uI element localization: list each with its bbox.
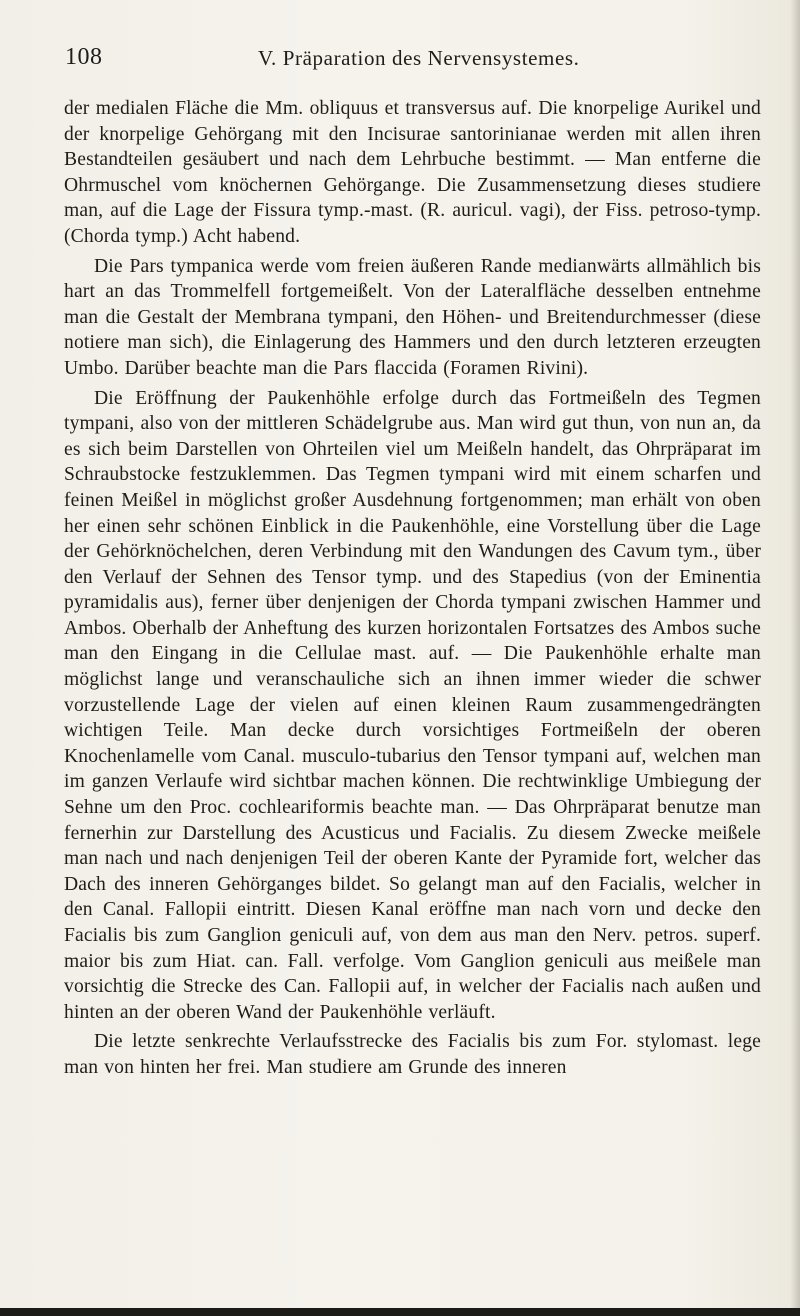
paragraph-2: Die Pars tympanica werde vom freien äußeren Rande medianwärts allmählich bis hart an das Trommelfell fortgemeißelt. Von der Lateralfläche desselben entnehme man die Gestalt der Membrana tympani, den Höhen- und Breitendurchmesser (diese notiere man sich), die Einlagerung des Hammers und den durch letzteren erzeugten Umbo. Darüber beachte man die Pars flaccida (Foramen Rivini). <box>64 255 761 379</box>
running-head: V. Präparation des Nervensystemes. <box>258 46 580 70</box>
body-text <box>64 96 761 1081</box>
paragraph-1: der medialen Fläche die Mm. obliquus et transversus auf. Die knorpelige Aurikel und der knorpelige Gehörgang mit den Incisurae santorinianae werden mit allen ihren Bestandteilen gesäubert und nach dem Lehrbuche bestimmt. — Man entferne die Ohrmuschel vom knöchernen Gehörgange. Die Zusammensetzung dieses studiere man, auf die Lage der Fissura tymp.-mast. (R. auricul. vagi), der Fiss. petroso-tymp. (Chorda tymp.) Acht habend. <box>64 98 761 247</box>
paragraph-3: Die Eröffnung der Paukenhöhle erfolge durch das Fortmeißeln des Tegmen tympani, also von der mittleren Schädelgrube aus. Man wird gut thun, von nun an, da es sich beim Darstellen von Ohrteilen viel um Meißeln handelt, das Ohrpräparat im Schraubstocke festzuklemmen. Das Tegmen tympani wird mit einem scharfen und feinen Meißel in möglichst großer Ausdehnung fortgenommen; man erhält von oben her einen sehr schönen Einblick in die Paukenhöhle, eine Vorstellung über die Lage der Gehörknöchelchen, deren Verbindung mit den Wandungen des Cavum tym., über den Verlauf der Sehnen des Tensor tymp. und des Stapedius (von der Eminentia pyramidalis aus), ferner über denjenigen der Chorda tympani zwischen Hammer und Ambos. Oberhalb der Anheftung des kurzen horizontalen Fortsatzes des Ambos suche man den Eingang in die Cellulae mast. auf. — Die Paukenhöhle erhalte man möglichst lange und veranschauliche sich an ihnen immer wieder die schwer vorzustellende Lage der vielen auf einen kleinen Raum zusammengedrängten wichtigen Teile. Man decke durch vorsichtiges Fortmeißeln der oberen Knochenlamelle vom Canal. musculo-tubarius den Tensor tympani auf, welchen man im ganzen Verlaufe wird sichtbar machen können. Die rechtwinklige Umbiegung der Sehne um den Proc. cochleariformis beachte man. — Das Ohrpräparat benutze man fernerhin zur Darstellung des Acusticus und Facialis. Zu diesem Zwecke meißele man nach und nach denjenigen Teil der oberen Kante der Pyramide fort, welcher das Dach des inneren Gehörganges bildet. So gelangt man auf den Facialis, welcher in den Canal. Fallopii eintritt. Diesen Kanal eröffne man nach vorn und decke den Facialis bis zum Ganglion geniculi auf, von dem aus man den Nerv. petros. superf. maior bis zum Hiat. can. Fall. verfolge. Vom Ganglion geniculi aus meißele man vorsichtig die Strecke des Can. Fallopii auf, in welcher der Facialis nach außen und hinten an der oberen Wand der Paukenhöhle verläuft. <box>64 387 761 1023</box>
page-edge-shadow <box>790 0 800 1316</box>
page-number: 108 <box>65 44 103 70</box>
paragraph-4: Die letzte senkrechte Verlaufsstrecke des Facialis bis zum For. stylomast. lege man von hinten her frei. Man studiere am Grunde des inneren <box>64 1031 761 1078</box>
page-bottom-edge <box>0 1308 800 1316</box>
